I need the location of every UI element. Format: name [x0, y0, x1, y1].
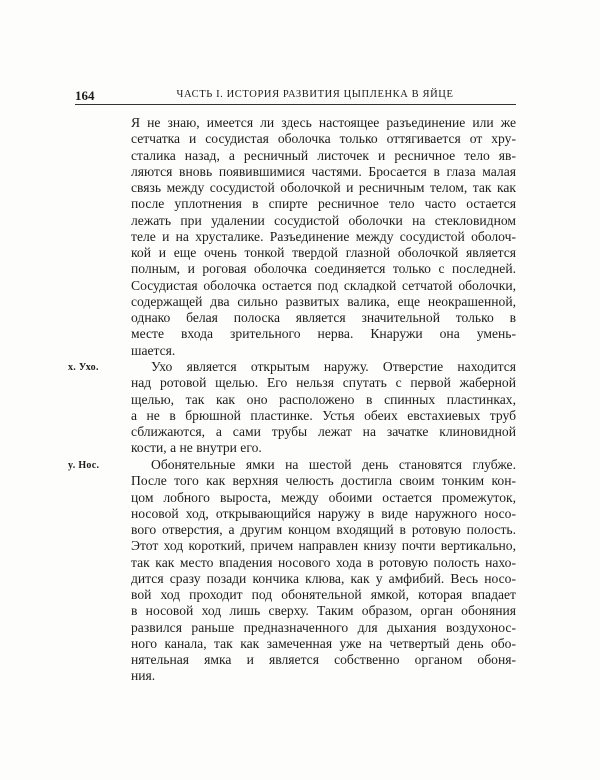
running-title: ЧАСТЬ I. ИСТОРИЯ РАЗВИТИЯ ЦЫПЛЕНКА В ЯЙЦЕ — [176, 89, 454, 100]
page-number: 164 — [75, 88, 95, 103]
text-line: шается. — [131, 342, 176, 358]
text-line: связь между сосудистой оболочкой и ресничным телом, так как — [131, 180, 516, 195]
margin-note-ear: x. Ухо. — [68, 362, 99, 373]
text-line: в носовой ход лишь сверху. Таким образом, орган обоняния — [131, 603, 516, 619]
text-line: цом лобного выроста, между обоими остается промежуток, — [131, 489, 516, 505]
text-line: дится сразу позади кончика клюва, как у амфибий. Весь носо- — [131, 570, 516, 586]
text-line: так как место впадения носового хода в ротовую полость нахо- — [131, 554, 516, 570]
text-line: После того как верхняя челюсть достигла своим тонким кон- — [131, 473, 516, 489]
text-line: щелью, так как оно расположено в спинных пластинках, — [131, 391, 516, 407]
text-line: кой и еще очень тонкой твердой глазной оболочкой является — [131, 245, 516, 260]
paragraph-eye — [131, 115, 516, 359]
text-line: однако белая полоска является значительной только в — [131, 310, 516, 325]
text-line: после уплотнения в спирте ресничное тело часто остается — [131, 196, 516, 212]
text-line: Сосудистая оболочка остается под складкой сетчатой оболочки, — [131, 277, 516, 293]
header-rule — [75, 104, 516, 105]
text-line: ния. — [131, 668, 156, 684]
text-line: кости, а не внутри его. — [131, 440, 262, 456]
text-line: Обонятельные ямки на шестой день становятся глубже. — [151, 457, 516, 472]
text-line: Ухо является открытым наружу. Отверстие находится — [151, 359, 516, 374]
text-line: теле и на хрусталике. Разъединение между сосудистой оболоч- — [131, 228, 516, 244]
text-line: вого отверстия, а другим концом входящий в ротовую полость. — [131, 522, 516, 537]
text-line: Я не знаю, имеется ли здесь настоящее разъединение или же — [131, 115, 516, 130]
text-line: а не в брюшной пластинке. Устья обеих евстахиевых труб — [131, 407, 516, 423]
paragraph-nose — [131, 457, 516, 685]
text-line: полным, и роговая оболочка соединяется только с последней. — [131, 261, 516, 277]
text-line: сетчатка и сосудистая оболочка только оттягивается от хру- — [131, 131, 516, 147]
text-line: ляются вновь появившимися частями. Бросается в глаза малая — [131, 163, 516, 179]
text-line: ного канала, так как замеченная уже на четвертый день обо- — [131, 635, 516, 651]
text-line: сталика назад, а ресничный листочек и ресничное тело яв- — [131, 147, 516, 163]
paragraph-ear — [131, 359, 516, 457]
text-line: лежать при удалении сосудистой оболочки на стекловидном — [131, 212, 516, 228]
text-line: сближаются, а сами трубы лежат на зачатке клиновидной — [131, 424, 516, 439]
text-line: содержащей два сильно развитых валика, еще неокрашенной, — [131, 293, 516, 309]
text-line: носовой ход, открывающийся наружу в виде наружного носо- — [131, 505, 516, 521]
text-line: вой ход проходит под обонятельной ямкой, которая впадает — [131, 587, 516, 602]
running-header — [75, 88, 515, 104]
text-line: над ротовой щелью. Его нельзя спутать с первой жаберной — [131, 375, 516, 391]
text-line: развился раньше предназначенного для дыхания воздухонос- — [131, 619, 516, 635]
text-line: месте входа зрительного нерва. Кнаружи она умень- — [131, 326, 516, 342]
text-line: нятельная ямка и является собственно органом обоня- — [131, 652, 516, 667]
margin-note-nose: y. Нос. — [68, 460, 100, 471]
text-line: Этот ход короткий, причем направлен книзу почти вертикально, — [131, 538, 516, 554]
